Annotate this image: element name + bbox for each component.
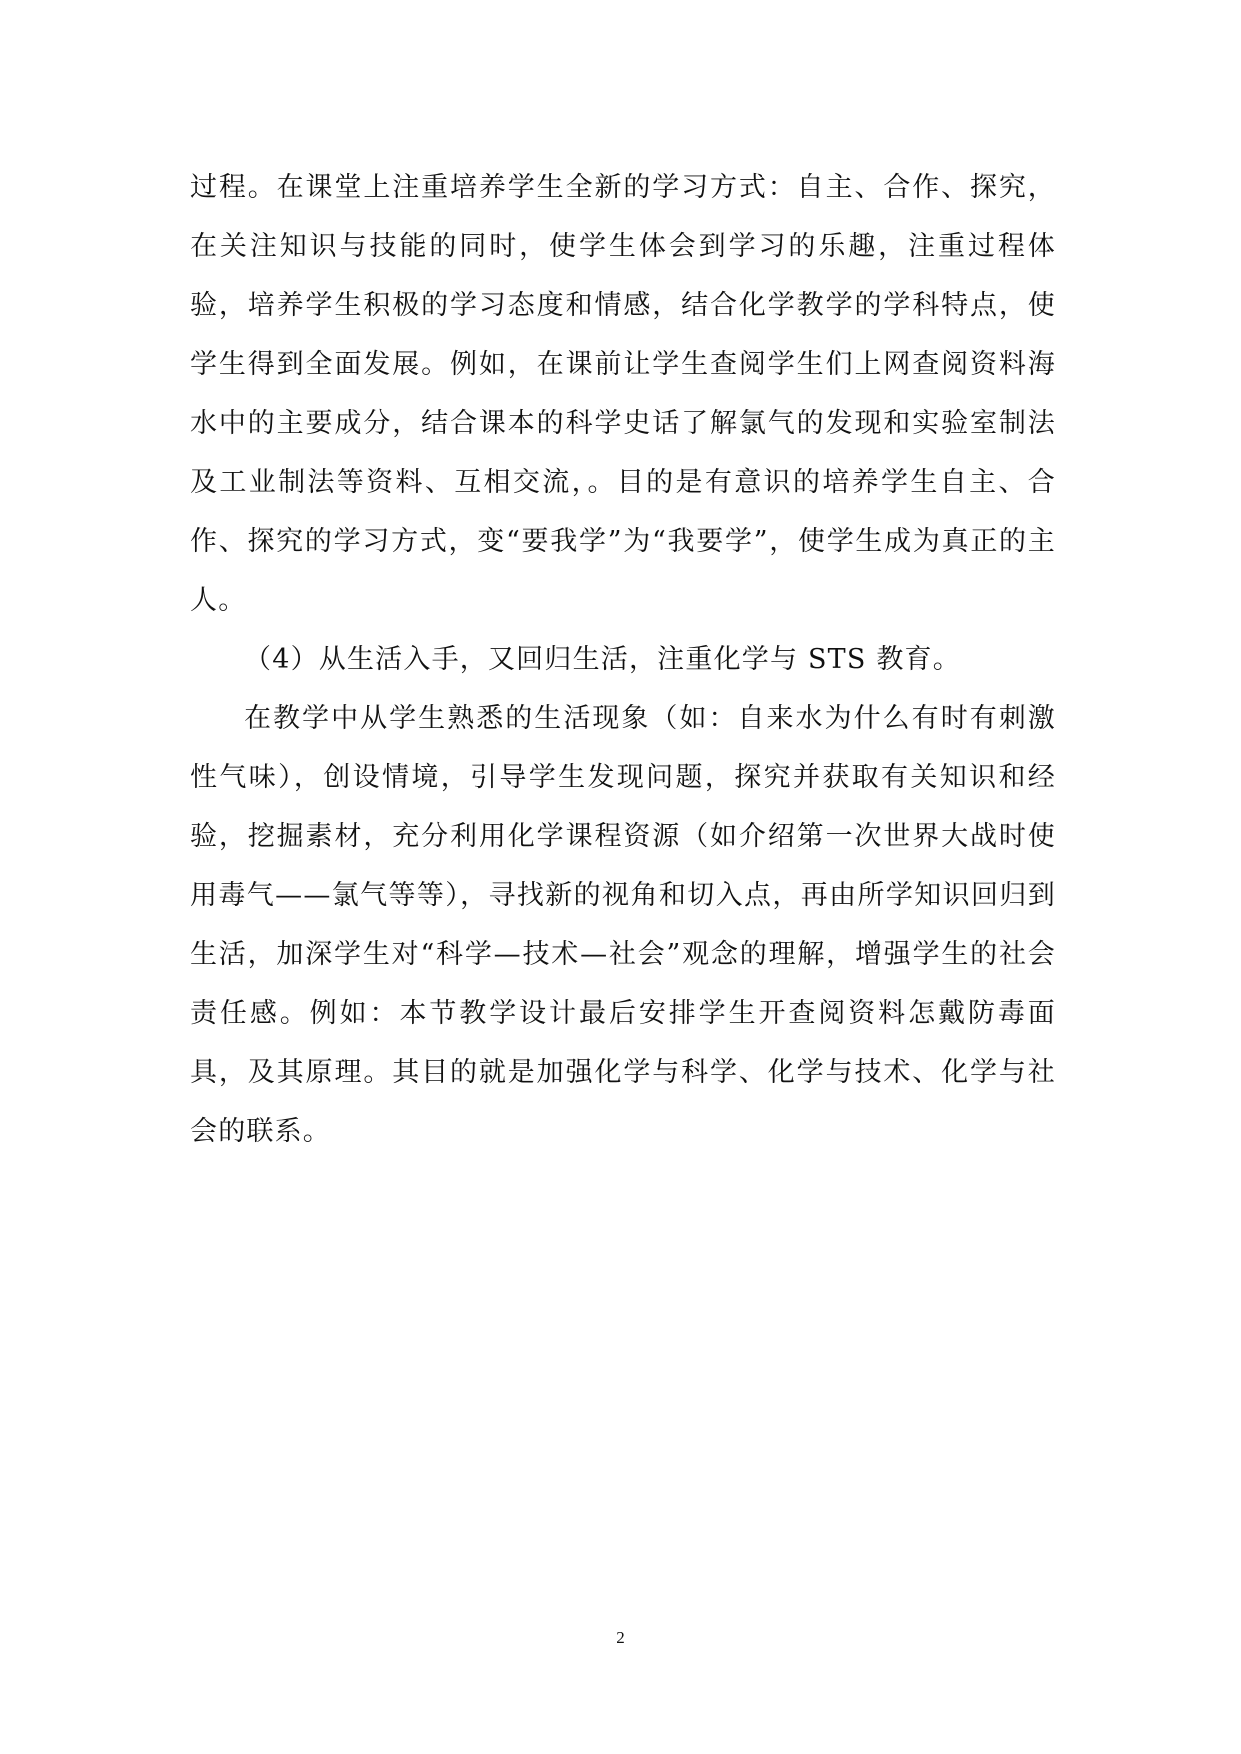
section-heading-4: （4）从生活入手，又回归生活，注重化学与 STS 教育。 bbox=[244, 644, 961, 675]
page-number: 2 bbox=[616, 1628, 625, 1647]
paragraph-sts-education: 在教学中从学生熟悉的生活现象（如：自来水为什么有时有刺激性气味），创设情境，引导学生发现问题，探究并获取有关知识和经验，挖掘素材，充分利用化学课程资源（如介绍第一次世界大战时使用毒气——氯气等等），寻找新的视角和切入点，再由所学知识回归到生活，加深学生对“科学—技术—社会”观念的理解，增强学生的社会责任感。例如：本节教学设计最后安排学生开查阅资料怎戴防毒面具，及其原理。其目的就是加强化学与科学、化学与技术、化学与社会的联系。 bbox=[190, 703, 1056, 1147]
paragraph-continuation: 过程。在课堂上注重培养学生全新的学习方式：自主、合作、探究，在关注知识与技能的同时，使学生体会到学习的乐趣，注重过程体验，培养学生积极的学习态度和情感，结合化学教学的学科特点，使学生得到全面发展。例如，在课前让学生查阅学生们上网查阅资料海水中的主要成分，结合课本的科学史话了解氯气的发现和实验室制法及工业制法等资料、互相交流，。目的是有意识的培养学生自主、合作、探究的学习方式，变“要我学”为“我要学”，使学生成为真正的主人。 bbox=[190, 172, 1056, 616]
body-text bbox=[190, 158, 1056, 1161]
